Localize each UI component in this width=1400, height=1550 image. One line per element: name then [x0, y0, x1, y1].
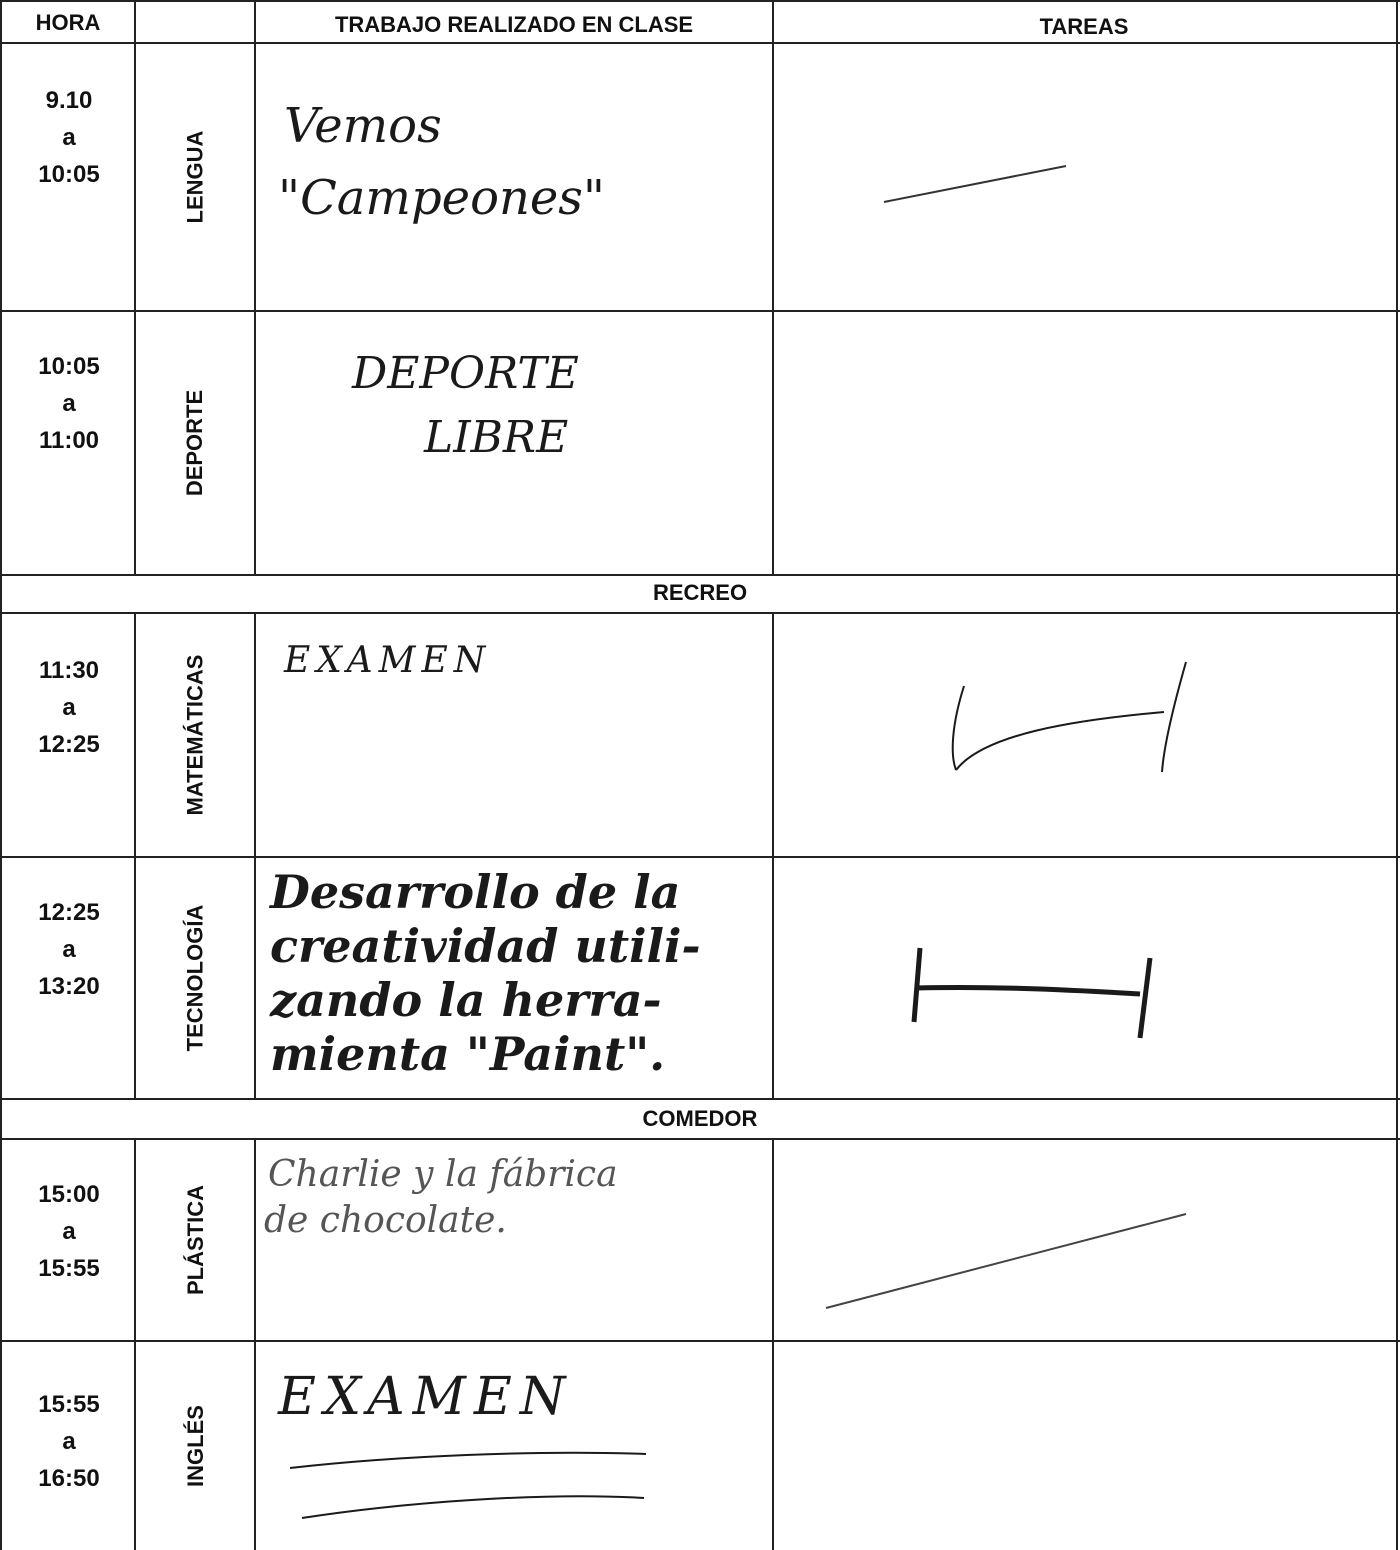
- tareas-dash: [774, 858, 1394, 1098]
- subject-cell: [136, 1342, 255, 1550]
- work-line: de chocolate.: [264, 1200, 507, 1241]
- grid-line: [0, 574, 1400, 576]
- grid-line: [0, 612, 1400, 614]
- grid-line: [1396, 0, 1398, 1550]
- work-line: DEPORTE: [352, 348, 579, 399]
- grid-line: [134, 612, 136, 1100]
- work-line: mienta "Paint".: [270, 1027, 666, 1081]
- work-line: "Campeones": [278, 170, 605, 226]
- underline-stroke: [290, 1453, 646, 1468]
- time-cell: [2, 1386, 136, 1497]
- time-start: 11:30: [38, 657, 100, 684]
- time-start: 9.10: [45, 87, 93, 114]
- work-line: Desarrollo de la: [270, 865, 681, 919]
- header-hora: HORA: [35, 10, 101, 35]
- subject-label: MATEMÁTICAS: [182, 654, 208, 816]
- time-separator: a: [62, 936, 76, 963]
- time-start: 10:05: [38, 353, 100, 380]
- grid-line: [0, 310, 1400, 312]
- work-line: zando la herra-: [270, 973, 662, 1027]
- handwritten-work: [256, 1342, 772, 1550]
- subject-cell: [136, 312, 255, 574]
- grid-line: [254, 612, 256, 1100]
- handwritten-work: [256, 858, 772, 1098]
- subject-label: DEPORTE: [182, 389, 208, 497]
- subject-cell: [136, 44, 255, 310]
- time-cell: [2, 348, 136, 459]
- header-trabajo: TRABAJO REALIZADO EN CLASE: [334, 12, 694, 37]
- tareas-dash: [774, 44, 1394, 310]
- time-separator: a: [62, 1218, 76, 1245]
- work-line: Vemos: [284, 98, 442, 154]
- grid-line: [0, 42, 1400, 44]
- grid-line: [0, 1098, 1400, 1100]
- time-cell: [2, 1176, 136, 1287]
- tareas-dash: [774, 1140, 1394, 1340]
- time-cell: [2, 82, 136, 193]
- subject-label: TECNOLOGÍA: [182, 904, 208, 1052]
- grid-line: [0, 1138, 1400, 1140]
- work-line: Charlie y la fábrica: [268, 1154, 618, 1195]
- time-start: 15:55: [38, 1391, 100, 1418]
- handwritten-work: [256, 312, 772, 574]
- work-line: EXAMEN: [278, 1367, 574, 1427]
- work-line: creatividad utili-: [270, 919, 701, 973]
- work-line: EXAMEN: [284, 640, 492, 681]
- time-separator: a: [62, 124, 76, 151]
- dash-stroke: [826, 1214, 1186, 1308]
- grid-line: [0, 0, 2, 1550]
- time-start: 12:25: [38, 899, 100, 926]
- time-end: 12:25: [38, 731, 100, 758]
- time-cell: [2, 652, 136, 763]
- subject-label: PLÁSTICA: [182, 1185, 208, 1295]
- subject-cell: [136, 1140, 255, 1340]
- break-comedor: COMEDOR: [642, 1106, 758, 1131]
- break-recreo: RECREO: [652, 580, 748, 605]
- grid-line: [134, 0, 136, 575]
- header-tareas: TAREAS: [1039, 14, 1129, 39]
- grid-line: [772, 1138, 774, 1550]
- handwritten-work: [256, 1140, 772, 1340]
- grid-line: [772, 0, 774, 575]
- time-separator: a: [62, 694, 76, 721]
- time-end: 16:50: [38, 1465, 100, 1492]
- grid-line: [772, 612, 774, 1100]
- underline-stroke: [302, 1496, 644, 1518]
- grid-line: [0, 856, 1400, 858]
- time-end: 13:20: [38, 973, 100, 1000]
- dash-stroke: [914, 948, 1150, 1038]
- time-separator: a: [62, 390, 76, 417]
- time-cell: [2, 894, 136, 1005]
- grid-line: [0, 0, 1400, 2]
- time-separator: a: [62, 1428, 76, 1455]
- subject-label: LENGUA: [182, 130, 208, 224]
- time-end: 11:00: [38, 427, 100, 454]
- grid-line: [254, 1138, 256, 1550]
- grid-line: [0, 1340, 1400, 1342]
- work-line: LIBRE: [424, 412, 569, 463]
- tareas-dash: [774, 614, 1394, 856]
- subject-cell: [136, 614, 255, 856]
- time-end: 15:55: [38, 1255, 100, 1282]
- time-start: 15:00: [38, 1181, 100, 1208]
- dash-stroke: [884, 166, 1066, 202]
- subject-label: INGLÉS: [182, 1405, 208, 1487]
- handwritten-work: [256, 614, 772, 856]
- dash-stroke: [953, 662, 1186, 772]
- time-end: 10:05: [38, 161, 100, 188]
- subject-cell: [136, 858, 255, 1098]
- grid-line: [254, 0, 256, 575]
- grid-line: [134, 1138, 136, 1550]
- handwritten-work: [256, 44, 772, 310]
